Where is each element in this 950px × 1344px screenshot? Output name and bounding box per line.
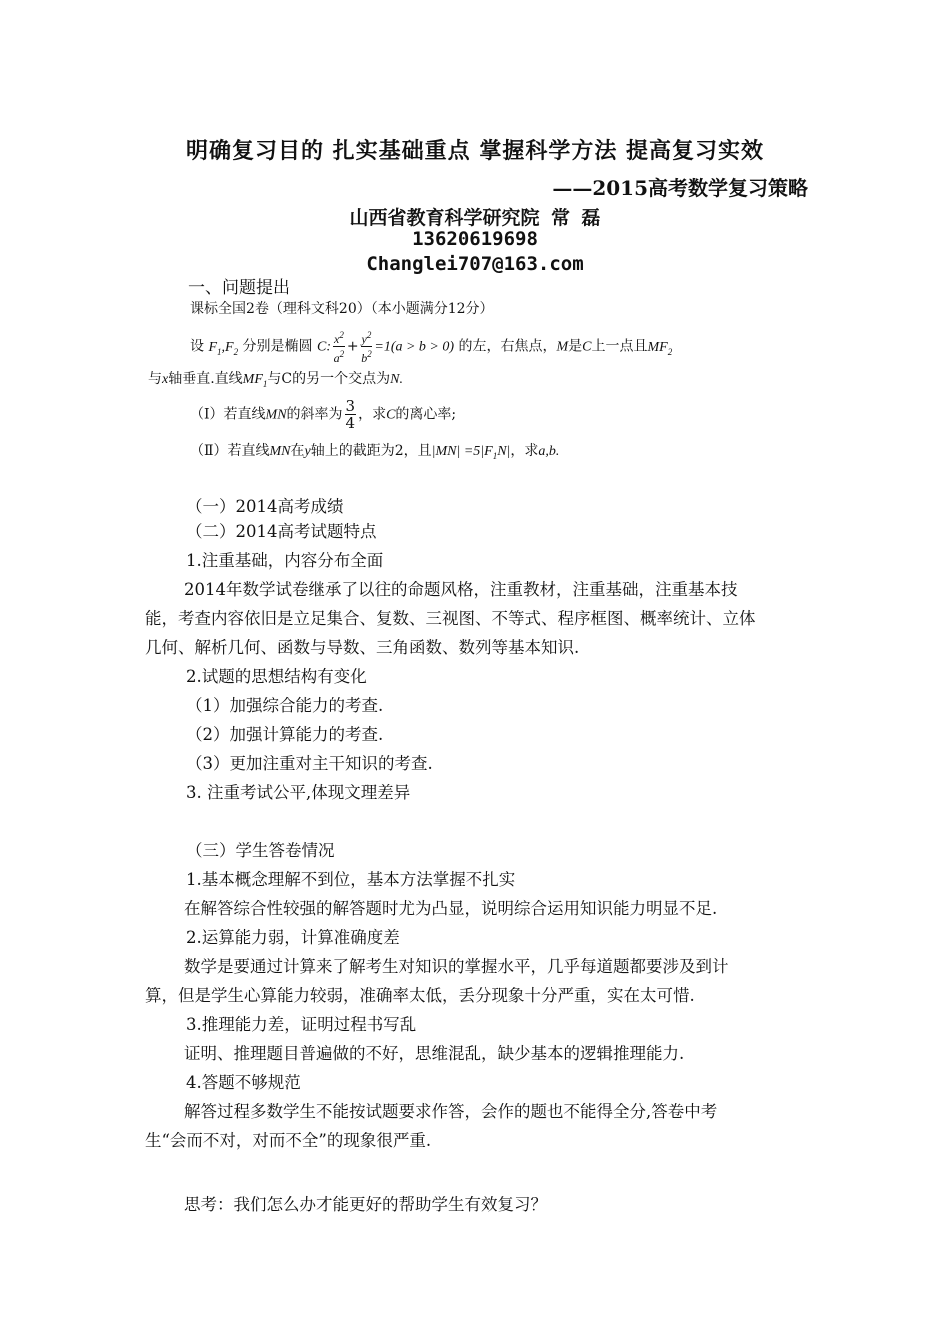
math-expression: M — [556, 339, 569, 355]
subsection-heading: （二）2014高考试题特点 — [186, 522, 377, 541]
problem-text: 与C的另一个交点为 — [267, 371, 391, 387]
problem-text: 与 — [148, 371, 162, 387]
problem-text: 分别是椭圆 — [242, 338, 313, 355]
list-item: （2）加强计算能力的考查. — [186, 725, 384, 744]
paragraph-line: 几何、解析几何、函数与导数、三角函数、数列等基本知识. — [145, 638, 580, 657]
math-expression: $MF_1$ — [242, 372, 268, 389]
paragraph-heading: 1.注重基础，内容分布全面 — [186, 551, 384, 570]
problem-text: 轴上的截距为2，且 — [310, 443, 432, 459]
problem-text: 的左，右焦点， — [458, 338, 557, 355]
paragraph-line: 数学是要通过计算来了解考生对知识的掌握水平，几乎每道题都要涉及到计 — [184, 957, 729, 976]
problem-source: 课标全国2卷（理科文科20）（本小题满分12分） — [190, 301, 494, 317]
math-expression: C: — [316, 339, 331, 355]
list-item: （3）更加注重对主干知识的考查. — [186, 754, 433, 773]
math-fraction: $\frac{x^2}{a^2}$ — [333, 330, 345, 365]
math-expression: a,b. — [538, 444, 560, 459]
problem-text: 是 — [568, 338, 583, 355]
question-2 — [190, 440, 559, 461]
page-title: 明确复习目的 扎实基础重点 掌握科学方法 提高复习实效 — [186, 138, 764, 164]
problem-text: 设 — [190, 338, 204, 355]
math-expression: $|MN| =5|F_1N|$ — [431, 444, 511, 461]
paragraph-heading: 3.推理能力差，证明过程书写乱 — [186, 1015, 417, 1034]
problem-text: 上一点且 — [591, 338, 648, 355]
math-expression: $F_1,F_2$ — [208, 339, 239, 357]
problem-text: （Ⅱ）若直线 — [190, 443, 270, 459]
math-expression: C — [386, 407, 396, 423]
math-expression: y — [304, 444, 311, 459]
math-expression: MN — [269, 444, 291, 459]
problem-text: ，求 — [358, 406, 387, 423]
page-subtitle: ——2015高考数学复习策略 — [552, 176, 808, 200]
paragraph-heading: 3. 注重考试公平,体现文理差异 — [186, 783, 411, 802]
paragraph-heading: 4.答题不够规范 — [186, 1073, 301, 1092]
math-expression: C — [582, 339, 592, 355]
math-fraction: $\frac{3}{4}$ — [345, 397, 356, 432]
paragraph-heading: 1.基本概念理解不到位，基本方法掌握不扎实 — [186, 870, 516, 889]
problem-statement-line1: 设 $F_1,F_2$ 分别是椭圆 C: $\frac{x^2}{a^2}$ + $\frac{y^2}{b^2}$ =1(a > b > 0) 的左，右焦点，M是C上一点且$MF_2$ — [190, 330, 673, 365]
math-expression: N. — [390, 372, 403, 387]
paragraph-line: 能，考查内容依旧是立足集合、复数、三视图、不等式、程序框图、概率统计、立体 — [145, 609, 756, 628]
paragraph-line: 解答过程多数学生不能按试题要求作答，会作的题也不能得全分,答卷中考 — [184, 1102, 718, 1121]
paragraph-heading: 2.试题的思想结构有变化 — [186, 667, 367, 686]
paragraph-line: 生“会而不对，对而不全”的现象很严重. — [145, 1131, 432, 1150]
section-heading: 一、问题提出 — [188, 278, 290, 298]
problem-text: ，求 — [510, 443, 539, 459]
paragraph-heading: 2.运算能力弱，计算准确度差 — [186, 928, 400, 947]
author-phone: 13620619698 — [412, 228, 538, 250]
author-line: 山西省教育科学研究院 常 磊 — [349, 207, 601, 229]
list-item: （1）加强综合能力的考查. — [186, 696, 384, 715]
math-expression: $MF_2$ — [647, 339, 673, 357]
problem-text: 在 — [290, 443, 305, 459]
author-email: Changlei707@163.com — [366, 253, 584, 275]
problem-text: 的离心率; — [395, 406, 457, 423]
math-expression: =1(a > b > 0) — [374, 339, 455, 355]
paragraph-line: 证明、推理题目普遍做的不好，思维混乱，缺少基本的逻辑推理能力. — [184, 1044, 685, 1063]
paragraph-line: 在解答综合性较强的解答题时尤为凸显，说明综合运用知识能力明显不足. — [184, 899, 718, 918]
question-1 — [190, 398, 456, 431]
paragraph-line: 2014年数学试卷继承了以往的命题风格，注重教材，注重基础，注重基本技 — [184, 580, 738, 599]
subsection-heading: （三）学生答卷情况 — [186, 841, 335, 860]
problem-text: 的斜率为 — [286, 406, 343, 423]
problem-text: 轴垂直.直线 — [168, 371, 243, 387]
math-fraction: $\frac{y^2}{b^2}$ — [361, 330, 372, 365]
math-expression: x — [162, 372, 169, 387]
closing-question: 思考：我们怎么办才能更好的帮助学生有效复习？ — [184, 1195, 547, 1214]
problem-statement-line2 — [148, 368, 403, 389]
problem-text: （Ⅰ）若直线 — [190, 406, 266, 423]
paragraph-line: 算，但是学生心算能力较弱，准确率太低，丢分现象十分严重，实在太可惜. — [145, 986, 695, 1005]
subsection-heading: （一）2014高考成绩 — [186, 497, 344, 516]
math-expression: MN — [265, 407, 287, 423]
